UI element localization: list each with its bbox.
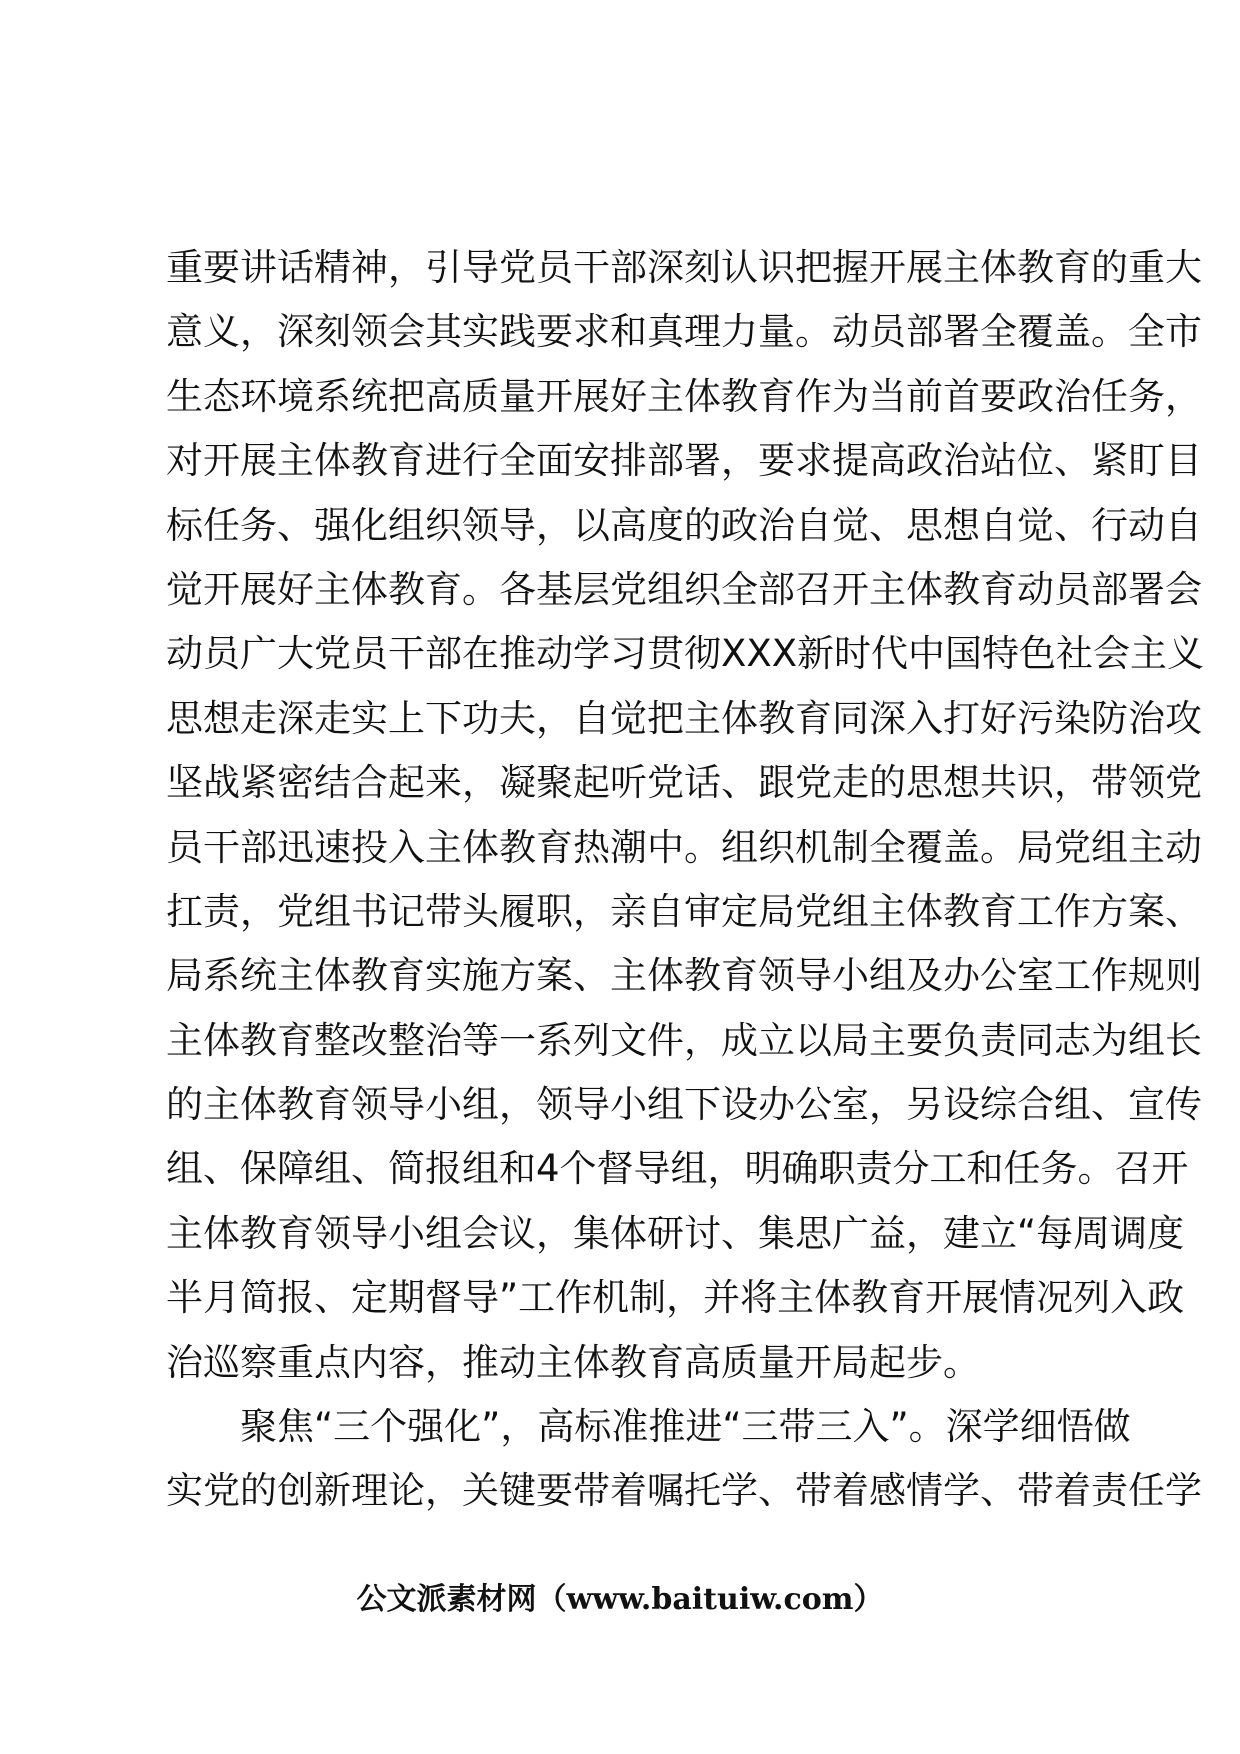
text-line: 主体教育领导小组会议，集体研讨、集思广益，建立“每周调度 xyxy=(166,1211,1185,1255)
text-line: 实党的创新理论，关键要带着嘱托学、带着感情学、带着责任学 xyxy=(166,1469,1202,1513)
text-line: 主体教育整改整治等一系列文件，成立以局主要负责同志为组长 xyxy=(166,1018,1202,1062)
text-line: 员干部迅速投入主体教育热潮中。组织机制全覆盖。局党组主动 xyxy=(166,825,1202,869)
text-line: 坚战紧密结合起来，凝聚起听党话、跟党走的思想共识，带领党 xyxy=(166,761,1202,805)
document-body xyxy=(166,236,1205,1524)
text-line: 标任务、强化组织领导，以高度的政治自觉、思想自觉、行动自 xyxy=(166,503,1202,547)
text-line: 半月简报、定期督导”工作机制，并将主体教育开展情况列入政 xyxy=(166,1276,1185,1320)
footer-source-label: 公文派素材网（www.baituiw.com） xyxy=(356,1582,884,1617)
text-line: 的主体教育领导小组，领导小组下设办公室，另设综合组、宣传 xyxy=(166,1083,1202,1127)
text-line: 觉开展好主体教育。各基层党组织全部召开主体教育动员部署会 xyxy=(166,567,1202,611)
text-line: 局系统主体教育实施方案、主体教育领导小组及办公室工作规则 xyxy=(166,954,1202,998)
text-line: 组、保障组、简报组和4个督导组，明确职责分工和任务。召开 xyxy=(166,1147,1189,1191)
text-line: 生态环境系统把高质量开展好主体教育作为当前首要政治任务， xyxy=(166,374,1202,418)
text-line: 思想走深走实上下功夫，自觉把主体教育同深入打好污染防治攻 xyxy=(166,696,1202,740)
text-line: 动员广大党员干部在推动学习贯彻XXX新时代中国特色社会主义 xyxy=(166,632,1205,676)
text-line: 聚焦“三个强化”，高标准推进“三带三入”。深学细悟做 xyxy=(166,1405,1131,1449)
text-line: 对开展主体教育进行全面安排部署，要求提高政治站位、紧盯目 xyxy=(166,439,1202,483)
text-line: 扛责，党组书记带头履职，亲自审定局党组主体教育工作方案、 xyxy=(166,889,1202,933)
text-line: 治巡察重点内容，推动主体教育高质量开局起步。 xyxy=(166,1340,980,1384)
text-line: 意义，深刻领会其实践要求和真理力量。动员部署全覆盖。全市 xyxy=(166,310,1202,354)
text-line: 重要讲话精神，引导党员干部深刻认识把握开展主体教育的重大 xyxy=(166,246,1202,289)
